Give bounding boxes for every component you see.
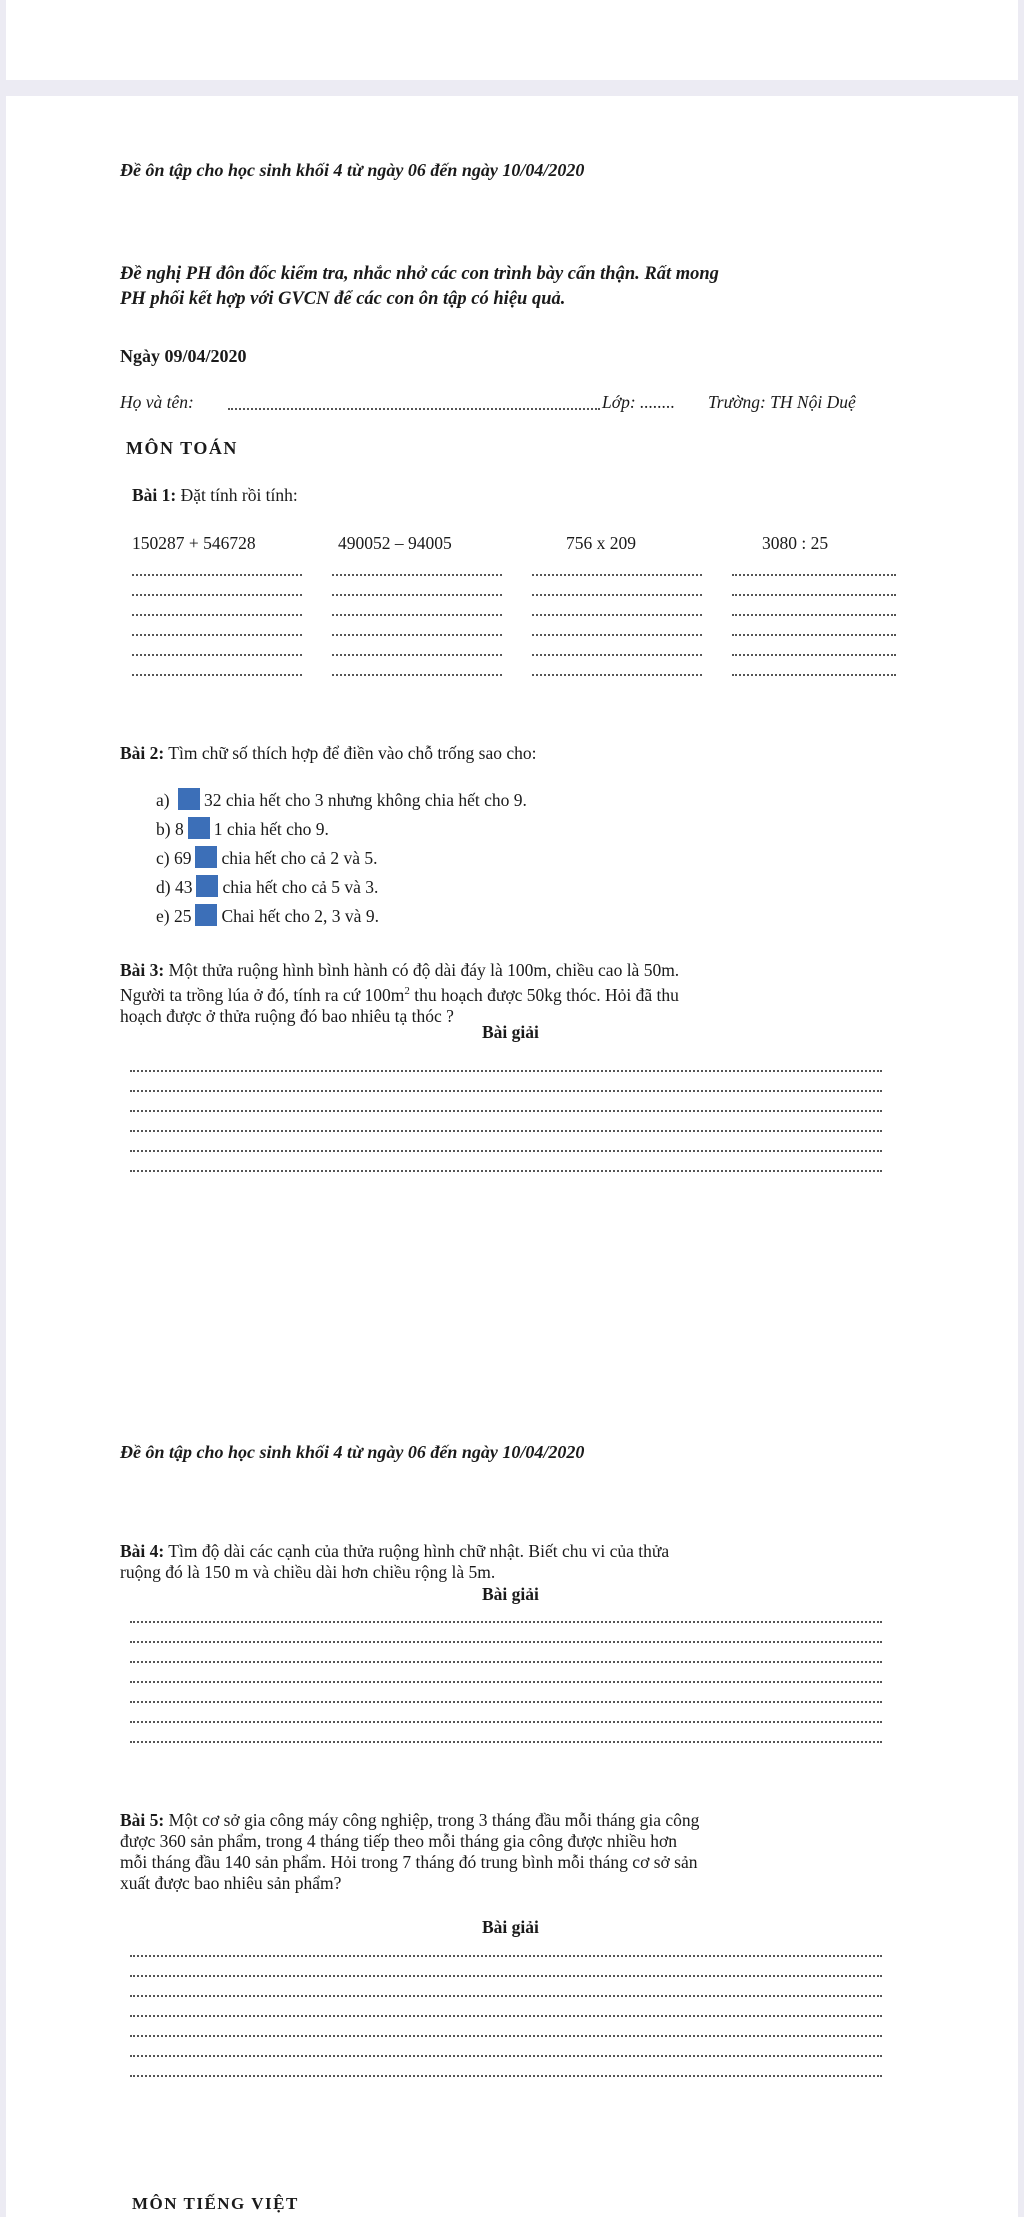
name-field-dots [228, 408, 600, 410]
answer-dotted-line [332, 594, 502, 596]
blank-square-icon[interactable] [178, 788, 200, 810]
answer-dotted-line [132, 634, 302, 636]
answer-dotted-line [332, 634, 502, 636]
blank-square-icon[interactable] [195, 904, 217, 926]
page-header: Đề ôn tập cho học sinh khối 4 từ ngày 06 đến ngày 10/04/2020 [120, 1442, 585, 1462]
answer-dotted-line [532, 574, 702, 576]
exercise-2-heading: Bài 2: Tìm chữ số thích hợp để điền vào chỗ trống sao cho: [120, 743, 537, 763]
exercise-4-text: Bài 4: Tìm độ dài các cạnh của thửa ruộng hình chữ nhật. Biết chu vi của thửa ruộng đó là 150 m và chiều dài hơn chiều rộng là 5m. [120, 1541, 670, 1582]
previous-page [6, 0, 1018, 80]
answer-dotted-line [132, 654, 302, 656]
answer-dotted-line [332, 574, 502, 576]
problem-1: 150287 + 546728 [132, 533, 256, 553]
answer-dotted-line [130, 1170, 882, 1172]
exercise-1-heading: Bài 1: Đặt tính rồi tính: [132, 485, 298, 505]
answer-dotted-line [732, 674, 896, 676]
school-label: Trường: TH Nội Duệ [708, 392, 856, 412]
answer-dotted-line [130, 2055, 882, 2057]
notice-line-1: Đề nghị PH đôn đốc kiểm tra, nhắc nhở các con trình bày cẩn thận. Rất mong [120, 264, 719, 284]
answer-dotted-line [732, 594, 896, 596]
answer-dotted-line [130, 1661, 882, 1663]
problem-3: 756 x 209 [566, 533, 636, 553]
page-header: Đề ôn tập cho học sinh khối 4 từ ngày 06 đến ngày 10/04/2020 [120, 160, 585, 180]
document-page-1 [6, 96, 1018, 1402]
notice-line-2: PH phối kết hợp với GVCN để các con ôn tập có hiệu quả. [120, 289, 566, 309]
answer-dotted-line [130, 1070, 882, 1072]
answer-dotted-line [732, 574, 896, 576]
answer-dotted-line [130, 1090, 882, 1092]
exercise-2-item-e: e) 25 Chai hết cho 2, 3 và 9. [156, 906, 379, 926]
exercise-5-text: Bài 5: Một cơ sở gia công máy công nghiệp, trong 3 tháng đầu mỗi tháng gia công được 360 sản phẩm, trong 4 tháng tiếp theo mỗi tháng gia công được nhiều hơn mỗi tháng đầu 140 sản phẩm. Hỏi trong 7 tháng đó trung bình mỗi tháng cơ sở sản xuất được bao nhiêu sản phẩm? [120, 1810, 700, 1893]
answer-dotted-line [132, 674, 302, 676]
solution-label-5: Bài giải [482, 1917, 539, 1937]
answer-dotted-line [130, 2015, 882, 2017]
subject-title-2: MÔN TIẾNG VIỆT [132, 2194, 299, 2213]
answer-dotted-line [132, 574, 302, 576]
answer-dotted-line [732, 634, 896, 636]
answer-dotted-line [130, 1641, 882, 1643]
answer-dotted-line [130, 1955, 882, 1957]
answer-dotted-line [130, 2075, 882, 2077]
exercise-2-item-a: a) 32 chia hết cho 3 nhưng không chia hết cho 9. [156, 790, 527, 810]
answer-dotted-line [130, 1150, 882, 1152]
answer-dotted-line [532, 634, 702, 636]
problem-4: 3080 : 25 [762, 533, 829, 553]
solution-label-4: Bài giải [482, 1584, 539, 1604]
answer-dotted-line [532, 594, 702, 596]
exercise-2-item-b: b) 8 1 chia hết cho 9. [156, 819, 329, 839]
answer-dotted-line [332, 674, 502, 676]
exercise-3-text: Bài 3: Một thửa ruộng hình bình hành có độ dài đáy là 100m, chiều cao là 50m. Người ta trồng lúa ở đó, tính ra cứ $100m^2$ thu hoạch được 50kg thóc. Hỏi đã thu hoạch được ở thửa ruộng đó bao nhiêu tạ thóc ? [120, 960, 680, 1026]
answer-dotted-line [532, 674, 702, 676]
answer-dotted-line [130, 1741, 882, 1743]
document-page-2 [6, 1380, 1018, 2217]
answer-dotted-line [532, 614, 702, 616]
answer-dotted-line [130, 1721, 882, 1723]
blank-square-icon[interactable] [196, 875, 218, 897]
answer-dotted-line [130, 2035, 882, 2037]
answer-dotted-line [130, 1681, 882, 1683]
problem-2: 490052 – 94005 [338, 533, 452, 553]
blank-square-icon[interactable] [195, 846, 217, 868]
answer-dotted-line [732, 654, 896, 656]
subject-title: MÔN TOÁN [126, 438, 238, 458]
answer-dotted-line [130, 1110, 882, 1112]
answer-dotted-line [130, 1975, 882, 1977]
answer-dotted-line [332, 654, 502, 656]
date-line: Ngày 09/04/2020 [120, 346, 247, 366]
solution-label-3: Bài giải [482, 1022, 539, 1042]
class-field-label: Lớp: ........ [602, 392, 676, 412]
answer-dotted-line [130, 1130, 882, 1132]
name-field-label: Họ và tên: [120, 392, 194, 412]
answer-dotted-line [130, 1621, 882, 1623]
exercise-2-item-c: c) 69 chia hết cho cả 2 và 5. [156, 848, 378, 868]
exercise-2-item-d: d) 43 chia hết cho cả 5 và 3. [156, 877, 379, 897]
answer-dotted-line [130, 1995, 882, 1997]
answer-dotted-line [132, 594, 302, 596]
blank-square-icon[interactable] [188, 817, 210, 839]
answer-dotted-line [332, 614, 502, 616]
answer-dotted-line [532, 654, 702, 656]
answer-dotted-line [732, 614, 896, 616]
answer-dotted-line [130, 1701, 882, 1703]
answer-dotted-line [132, 614, 302, 616]
